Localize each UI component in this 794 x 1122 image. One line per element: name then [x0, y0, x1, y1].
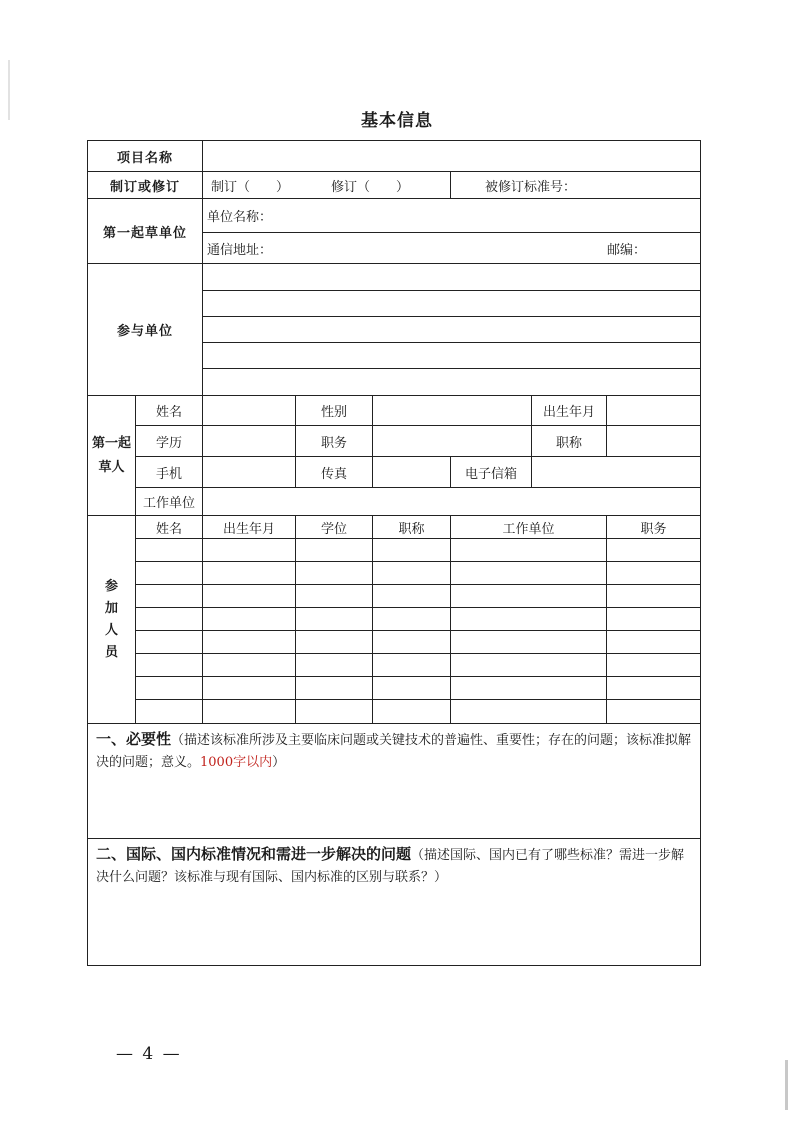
participant-cell[interactable]	[373, 539, 451, 562]
participant-row	[88, 631, 701, 654]
participant-row	[88, 677, 701, 700]
drafter-mobile-label: 手机	[136, 457, 203, 488]
drafter-mobile-field[interactable]	[203, 457, 296, 488]
revise-option[interactable]: 修订（ ）	[331, 179, 410, 195]
drafter-name-field[interactable]	[203, 396, 296, 426]
participant-cell[interactable]	[607, 631, 701, 654]
address-label: 通信地址：	[207, 242, 273, 258]
participant-cell[interactable]	[451, 700, 607, 724]
participant-cell[interactable]	[373, 585, 451, 608]
participating-units-label: 参与单位	[88, 264, 203, 396]
participant-cell[interactable]	[136, 654, 203, 677]
participant-cell[interactable]	[451, 562, 607, 585]
participant-cell[interactable]	[451, 654, 607, 677]
participant-cell[interactable]	[296, 700, 373, 724]
drafter-workplace-label: 工作单位	[136, 488, 203, 516]
revised-standard-no-label: 被修订标准号：	[485, 179, 577, 195]
participant-cell[interactable]	[203, 562, 296, 585]
necessity-close: ）	[272, 755, 286, 770]
postcode-label: 邮编：	[607, 242, 647, 258]
participant-cell[interactable]	[451, 608, 607, 631]
participant-cell[interactable]	[136, 631, 203, 654]
col-header-workplace: 工作单位	[451, 516, 607, 539]
participating-unit-line[interactable]	[203, 291, 700, 317]
revision-label: 制订或修订	[88, 172, 203, 199]
participant-cell[interactable]	[373, 608, 451, 631]
participant-row	[88, 700, 701, 724]
first-drafter-label: 第一起 草人	[88, 396, 136, 516]
participant-cell[interactable]	[296, 562, 373, 585]
participant-cell[interactable]	[203, 539, 296, 562]
participant-cell[interactable]	[136, 539, 203, 562]
first-unit-label: 第一起草单位	[88, 199, 203, 264]
drafter-title-field[interactable]	[607, 426, 701, 457]
drafter-gender-field[interactable]	[373, 396, 532, 426]
participating-unit-line[interactable]	[203, 317, 700, 343]
participant-cell[interactable]	[203, 700, 296, 724]
participant-cell[interactable]	[296, 654, 373, 677]
page-number: — 4 —	[116, 1044, 182, 1064]
participant-cell[interactable]	[451, 631, 607, 654]
participant-row	[88, 608, 701, 631]
participant-cell[interactable]	[607, 562, 701, 585]
participant-cell[interactable]	[607, 677, 701, 700]
participant-cell[interactable]	[136, 585, 203, 608]
unit-name-field[interactable]	[203, 199, 701, 233]
participant-cell[interactable]	[203, 608, 296, 631]
project-name-field[interactable]	[203, 141, 701, 172]
participant-cell[interactable]	[373, 631, 451, 654]
drafter-education-label: 学历	[136, 426, 203, 457]
necessity-section[interactable]	[88, 724, 701, 839]
address-field[interactable]	[203, 233, 701, 264]
standards-description: （描述国际、国内已有了哪些标准？需进一步解决什么问题？该标准与现有国际、国内标准的区别与联系？）	[96, 848, 685, 885]
scan-artifact	[785, 1060, 788, 1110]
drafter-name-label: 姓名	[136, 396, 203, 426]
participant-cell[interactable]	[373, 677, 451, 700]
drafter-title-label: 职称	[532, 426, 607, 457]
participating-unit-line[interactable]	[203, 343, 700, 369]
participant-cell[interactable]	[607, 585, 701, 608]
participant-cell[interactable]	[203, 654, 296, 677]
unit-name-label: 单位名称：	[207, 210, 273, 225]
participant-cell[interactable]	[203, 631, 296, 654]
participant-cell[interactable]	[296, 608, 373, 631]
necessity-heading: 一、必要性	[96, 730, 172, 748]
participant-cell[interactable]	[373, 700, 451, 724]
participant-cell[interactable]	[607, 654, 701, 677]
formulate-option[interactable]: 制订（ ）	[211, 179, 290, 195]
col-header-name: 姓名	[136, 516, 203, 539]
participant-row	[88, 654, 701, 677]
participant-row	[88, 562, 701, 585]
participant-cell[interactable]	[296, 539, 373, 562]
project-name-label: 项目名称	[88, 141, 203, 172]
drafter-email-field[interactable]	[532, 457, 701, 488]
standards-section[interactable]	[88, 839, 701, 966]
participating-unit-line[interactable]	[203, 265, 700, 291]
participant-cell[interactable]	[203, 677, 296, 700]
basic-info-form	[87, 140, 701, 966]
participants-label: 参 加 人 员	[88, 516, 136, 724]
participant-cell[interactable]	[373, 654, 451, 677]
participant-cell[interactable]	[296, 631, 373, 654]
necessity-description: （描述该标准所涉及主要临床问题或关键技术的普遍性、重要性；存在的问题；该标准拟解决的问题；意义。	[96, 733, 692, 770]
col-header-position: 职务	[607, 516, 701, 539]
revision-choice-field[interactable]	[203, 172, 451, 199]
word-limit-note: 1000字以内	[200, 755, 273, 770]
participant-cell[interactable]	[296, 585, 373, 608]
participant-row	[88, 585, 701, 608]
drafter-fax-field[interactable]	[373, 457, 451, 488]
participant-cell[interactable]	[607, 539, 701, 562]
col-header-title: 职称	[373, 516, 451, 539]
participant-cell[interactable]	[451, 539, 607, 562]
drafter-birth-field[interactable]	[607, 396, 701, 426]
participating-unit-line[interactable]	[203, 369, 700, 395]
participant-cell[interactable]	[136, 677, 203, 700]
col-header-degree: 学位	[296, 516, 373, 539]
drafter-position-label: 职务	[296, 426, 373, 457]
drafter-position-field[interactable]	[373, 426, 532, 457]
participant-cell[interactable]	[296, 677, 373, 700]
drafter-birth-label: 出生年月	[532, 396, 607, 426]
participant-cell[interactable]	[451, 677, 607, 700]
participant-cell[interactable]	[607, 608, 701, 631]
participant-cell[interactable]	[607, 700, 701, 724]
participant-cell[interactable]	[136, 562, 203, 585]
drafter-email-label: 电子信箱	[451, 457, 532, 488]
participant-cell[interactable]	[203, 585, 296, 608]
revised-standard-no-field[interactable]	[451, 172, 701, 199]
page-title: 基本信息	[361, 111, 433, 131]
drafter-education-field[interactable]	[203, 426, 296, 457]
drafter-fax-label: 传真	[296, 457, 373, 488]
standards-heading: 二、国际、国内标准情况和需进一步解决的问题	[96, 845, 412, 863]
participant-cell[interactable]	[136, 700, 203, 724]
participant-row	[88, 539, 701, 562]
participant-cell[interactable]	[451, 585, 607, 608]
participant-cell[interactable]	[373, 562, 451, 585]
drafter-gender-label: 性别	[296, 396, 373, 426]
col-header-birth: 出生年月	[203, 516, 296, 539]
drafter-workplace-field[interactable]	[203, 488, 701, 516]
participant-cell[interactable]	[136, 608, 203, 631]
participating-units-lines	[203, 264, 701, 396]
